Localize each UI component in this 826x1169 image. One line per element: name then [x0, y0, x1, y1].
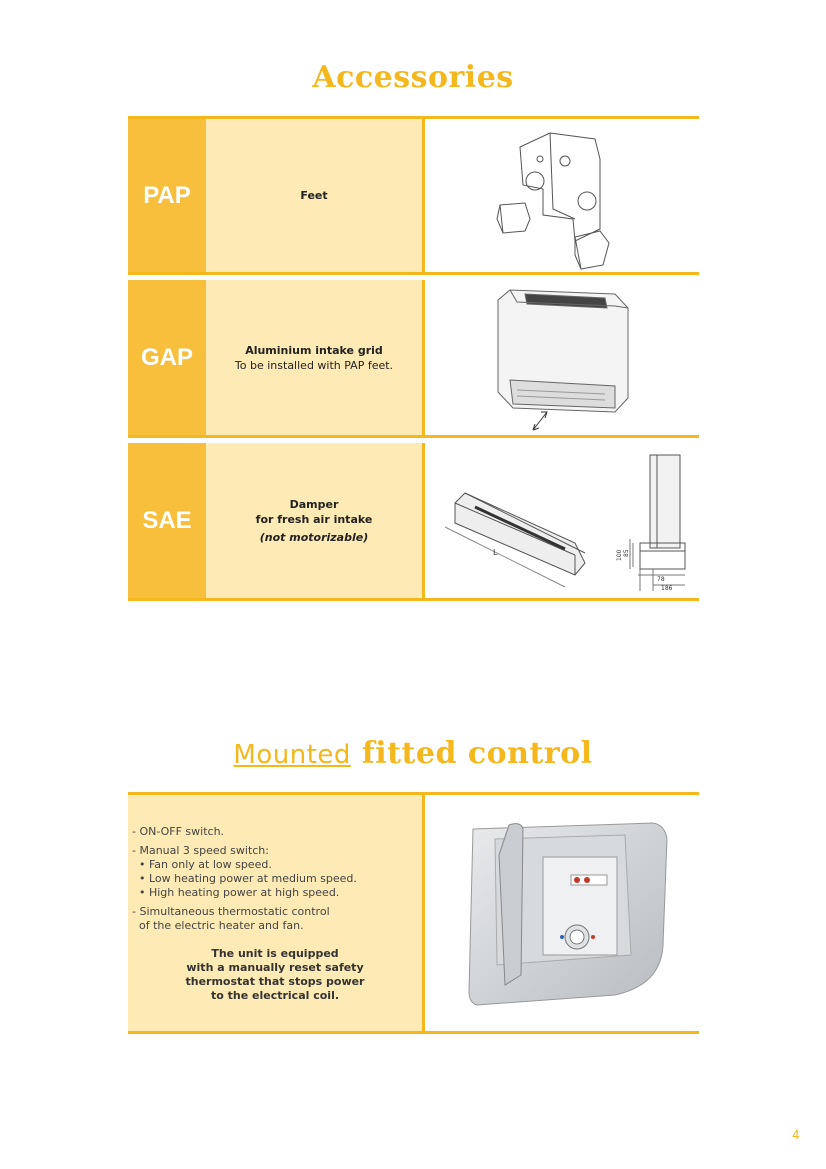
feet-illustration	[425, 119, 699, 272]
dimension-label-186: 186	[661, 585, 673, 592]
control-row	[128, 795, 699, 1031]
accessory-description	[206, 443, 422, 598]
control-title-thin: Mounted	[233, 740, 351, 770]
dimension-label-100: 100	[616, 549, 623, 561]
divider	[128, 1031, 699, 1034]
safety-note-line: with a manually reset safety	[186, 961, 364, 974]
safety-note-line: thermostat that stops power	[185, 975, 365, 988]
divider	[128, 272, 699, 275]
divider	[128, 435, 699, 438]
control-title	[0, 736, 826, 771]
accessories-title: Accessories	[312, 60, 514, 95]
feature-item: - Manual 3 speed switch:	[132, 844, 269, 857]
safety-note-line: The unit is equipped	[211, 947, 339, 960]
accessory-name-line2: for fresh air intake	[255, 512, 373, 526]
feature-item: of the electric heater and fan.	[132, 919, 304, 932]
intake-grid-illustration	[425, 280, 699, 435]
feature-item: • High heating power at high speed.	[132, 886, 340, 899]
dimension-label-78: 78	[657, 576, 665, 583]
safety-note-line: to the electrical coil.	[210, 989, 340, 1002]
accessory-code: PAP	[128, 119, 206, 272]
accessory-name: Damper	[289, 497, 339, 511]
accessory-description	[206, 119, 422, 272]
damper-illustration	[425, 443, 699, 598]
accessory-code: SAE	[128, 443, 206, 598]
control-panel-photo	[425, 795, 699, 1031]
feature-item: - Simultaneous thermostatic control	[132, 905, 330, 918]
accessory-note: To be installed with PAP feet.	[234, 358, 394, 372]
accessory-code: GAP	[128, 280, 206, 435]
divider	[128, 598, 699, 601]
feature-item: • Low heating power at medium speed.	[132, 872, 357, 885]
feature-item: • Fan only at low speed.	[132, 858, 272, 871]
page-number: 4	[792, 1128, 800, 1142]
accessory-name: Aluminium intake grid	[245, 343, 383, 357]
accessory-row-gap	[128, 280, 699, 435]
safety-note	[128, 947, 422, 1003]
dimension-label-85: 85	[623, 549, 630, 557]
accessory-row-sae	[128, 443, 699, 598]
feature-list	[132, 825, 357, 933]
dimension-label-l: L	[493, 548, 498, 557]
control-description	[128, 795, 422, 1031]
control-title-bold: fitted control	[361, 736, 593, 771]
accessory-row-pap	[128, 119, 699, 272]
feature-item: - ON-OFF switch.	[132, 825, 225, 838]
accessory-description	[206, 280, 422, 435]
accessory-name: Feet	[300, 189, 328, 202]
accessory-note: (not motorizable)	[259, 530, 369, 544]
